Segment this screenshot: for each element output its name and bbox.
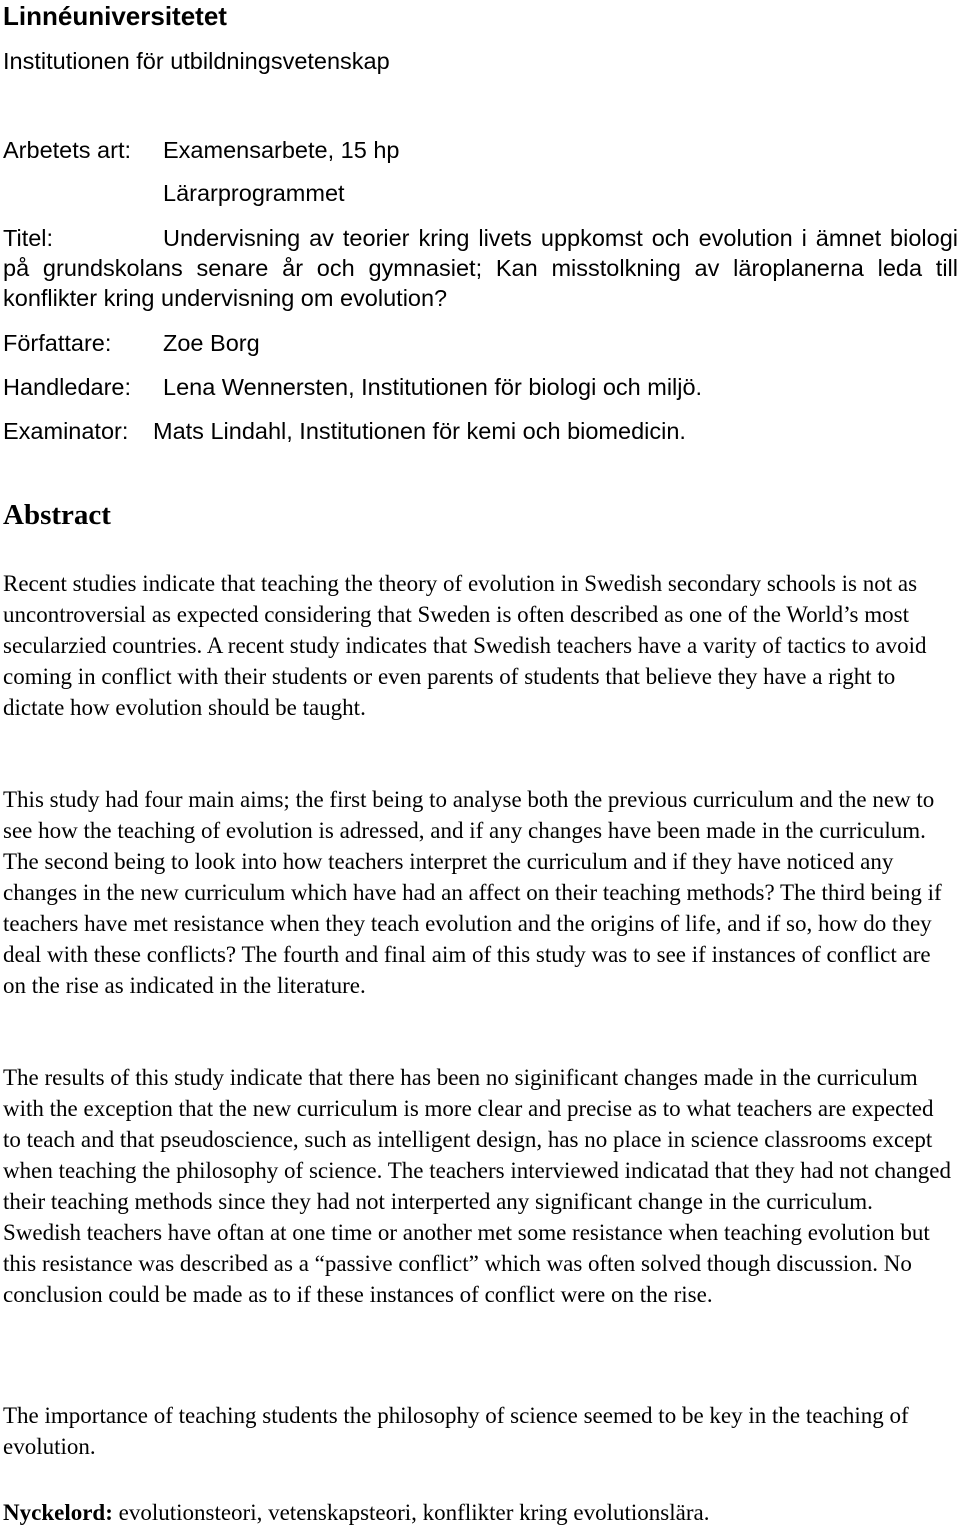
keywords-label: Nyckelord: <box>3 1500 113 1525</box>
work-type-value: Examensarbete, 15 hp <box>163 137 400 163</box>
abstract-paragraph-1: Recent studies indicate that teaching the theory of evolution in Swedish secondary schools is not as uncontroversial as expected considering that Sweden is often described as one of the World’s most secularzied countries. A recent study indicates that Swedish teachers have a varity of tactics to avoid coming in conflict with their students or even parents of students that believe they have a right to dictate how evolution should be taught. <box>3 571 927 720</box>
thesis-title-block <box>3 223 958 313</box>
institution-name: Institutionen för utbildningsvetenskap <box>3 48 390 74</box>
keywords-value: evolutionsteori, vetenskapsteori, konflikter kring evolutionslära. <box>112 1500 710 1525</box>
examiner-value: Mats Lindahl, Institutionen för kemi och biomedicin. <box>153 418 686 444</box>
abstract-paragraph-3: The results of this study indicate that there has been no siginificant changes made in the curriculum with the exception that the new curriculum is more clear and precise as to what teachers are expected to teach and that pseudoscience, such as intelligent design, has no place in science classrooms except when teaching the philosophy of science. The teachers interviewed indicatad that they had not changed their teaching methods since they had not interperted any significant change in the curriculum. Swedish teachers have oftan at one time or another met some resistance when teaching evolution but this resistance was described as a “passive conflict” which was often solved though discussion. No conclusion could be made as to if these instances of conflict were on the rise. <box>3 1065 951 1307</box>
supervisor-value: Lena Wennersten, Institutionen för biologi och miljö. <box>163 374 703 400</box>
work-type-label: Arbetets art: <box>3 137 131 163</box>
abstract-paragraph-2: This study had four main aims; the first being to analyse both the previous curriculum and the new to see how the teaching of evolution is adressed, and if any changes have been made in the curriculum. The second being to look into how teachers interpret the curriculum and if they have noticed any changes in the new curriculum which have had an affect on their teaching methods? The third being if teachers have met resistance when they teach evolution and the origins of life, and if so, how do they deal with these conflicts? The fourth and final aim of this study was to see if instances of conflict are on the rise as indicated in the literature. <box>3 787 942 998</box>
supervisor-label: Handledare: <box>3 374 132 400</box>
thesis-title: Undervisning av teorier kring livets uppkomst och evolution i ämnet biologi på grundskolans senare år och gymnasiet; Kan misstolkning av läroplanerna leda till konflikter kring undervisning om evolution? <box>3 225 958 311</box>
abstract-paragraph-4: The importance of teaching students the philosophy of science seemed to be key in the teaching of evolution. <box>3 1403 909 1459</box>
university-name: Linnéuniversitetet <box>3 1 227 31</box>
examiner-label: Examinator: <box>3 418 129 444</box>
keywords-line <box>3 1497 709 1528</box>
author-label: Författare: <box>3 330 112 356</box>
abstract-heading: Abstract <box>3 499 111 531</box>
author-value: Zoe Borg <box>163 330 260 356</box>
title-label: Titel: <box>3 225 54 251</box>
program-name: Lärarprogrammet <box>163 180 345 206</box>
